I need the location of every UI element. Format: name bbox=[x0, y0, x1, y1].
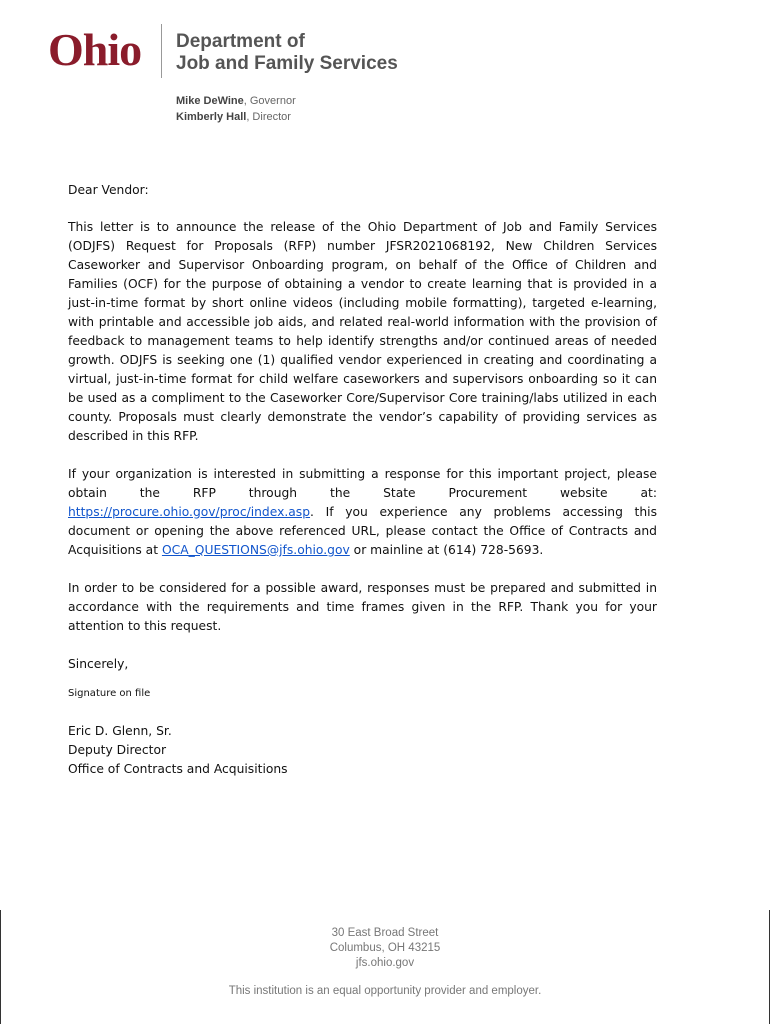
signer-block bbox=[68, 722, 657, 779]
director-line bbox=[176, 109, 296, 125]
director-title: , Director bbox=[246, 111, 291, 123]
logo-divider bbox=[161, 24, 162, 78]
instructions-intro: If your organization is interested in submitting a response for this important project, please obtain the RFP through the State Procurement website at: bbox=[68, 467, 657, 500]
footer-eeo-statement: This institution is an equal opportunity provider and employer. bbox=[228, 985, 542, 997]
department-name-line2: Job and Family Services bbox=[176, 53, 398, 74]
salutation: Dear Vendor: bbox=[68, 183, 149, 197]
signer-title: Deputy Director bbox=[68, 743, 167, 757]
ohio-logo: Ohio bbox=[48, 24, 142, 75]
department-name-line1: Department of bbox=[176, 31, 305, 52]
governor-name: Mike DeWine bbox=[176, 95, 244, 107]
paragraph-instructions bbox=[68, 465, 657, 560]
governor-title: , Governor bbox=[243, 95, 296, 107]
signer-office: Office of Contracts and Acquisitions bbox=[68, 762, 288, 776]
officials-list bbox=[176, 93, 296, 125]
governor-line bbox=[176, 93, 296, 109]
contact-email-link[interactable]: OCA_QUESTIONS@jfs.ohio.gov bbox=[161, 543, 350, 557]
paragraph-announcement: This letter is to announce the release of the Ohio Department of Job and Family Services (ODJFS) Request for Proposals (RFP) number JFSR2021068192, New Children Services Caseworker and Supervisor Onboarding program, on behalf of the Office of Children and Families (OCF) for the purpose of obtaining a vendor to create learning that is provided in a just-in-time format by short online videos (including mobile formatting), targeted e-learning, with printable and accessible job aids, and related real-world information with the provision of feedback to management teams to help identify strengths and/or continued areas of needed growth. ODJFS is seeking one (1) qualified vendor experienced in creating and coordinating a virtual, just-in-time format for child welfare caseworkers and supervisors onboarding so it can be used as a compliment to the Caseworker Core/Supervisor Core training/labs utilized in each county. Proposals must clearly demonstrate the vendor’s capability of providing services as described in this RFP. bbox=[68, 220, 657, 443]
footer-street: 30 East Broad Street bbox=[331, 927, 439, 939]
instructions-end: or mainline at (614) 728-5693. bbox=[349, 543, 544, 557]
footer-website: jfs.ohio.gov bbox=[355, 957, 415, 969]
director-name: Kimberly Hall bbox=[176, 111, 247, 123]
footer-address bbox=[0, 926, 770, 971]
department-name bbox=[176, 31, 398, 75]
instructions-middle: . If you experience any problems accessing this document or opening the above referenced URL, please contact the Office of Contracts and Acquisitions at bbox=[68, 505, 657, 557]
signature-note: Signature on file bbox=[68, 688, 151, 699]
letter-body bbox=[68, 181, 657, 779]
footer-city: Columbus, OH 43215 bbox=[329, 942, 441, 954]
paragraph-requirements: In order to be considered for a possible award, responses must be prepared and submitted in accordance with the requirements and time frames given in the RFP. Thank you for your attention to this request. bbox=[68, 581, 657, 633]
procure-link[interactable]: https://procure.ohio.gov/proc/index.asp bbox=[68, 505, 311, 519]
closing: Sincerely, bbox=[68, 657, 129, 671]
signer-name: Eric D. Glenn, Sr. bbox=[68, 724, 172, 738]
